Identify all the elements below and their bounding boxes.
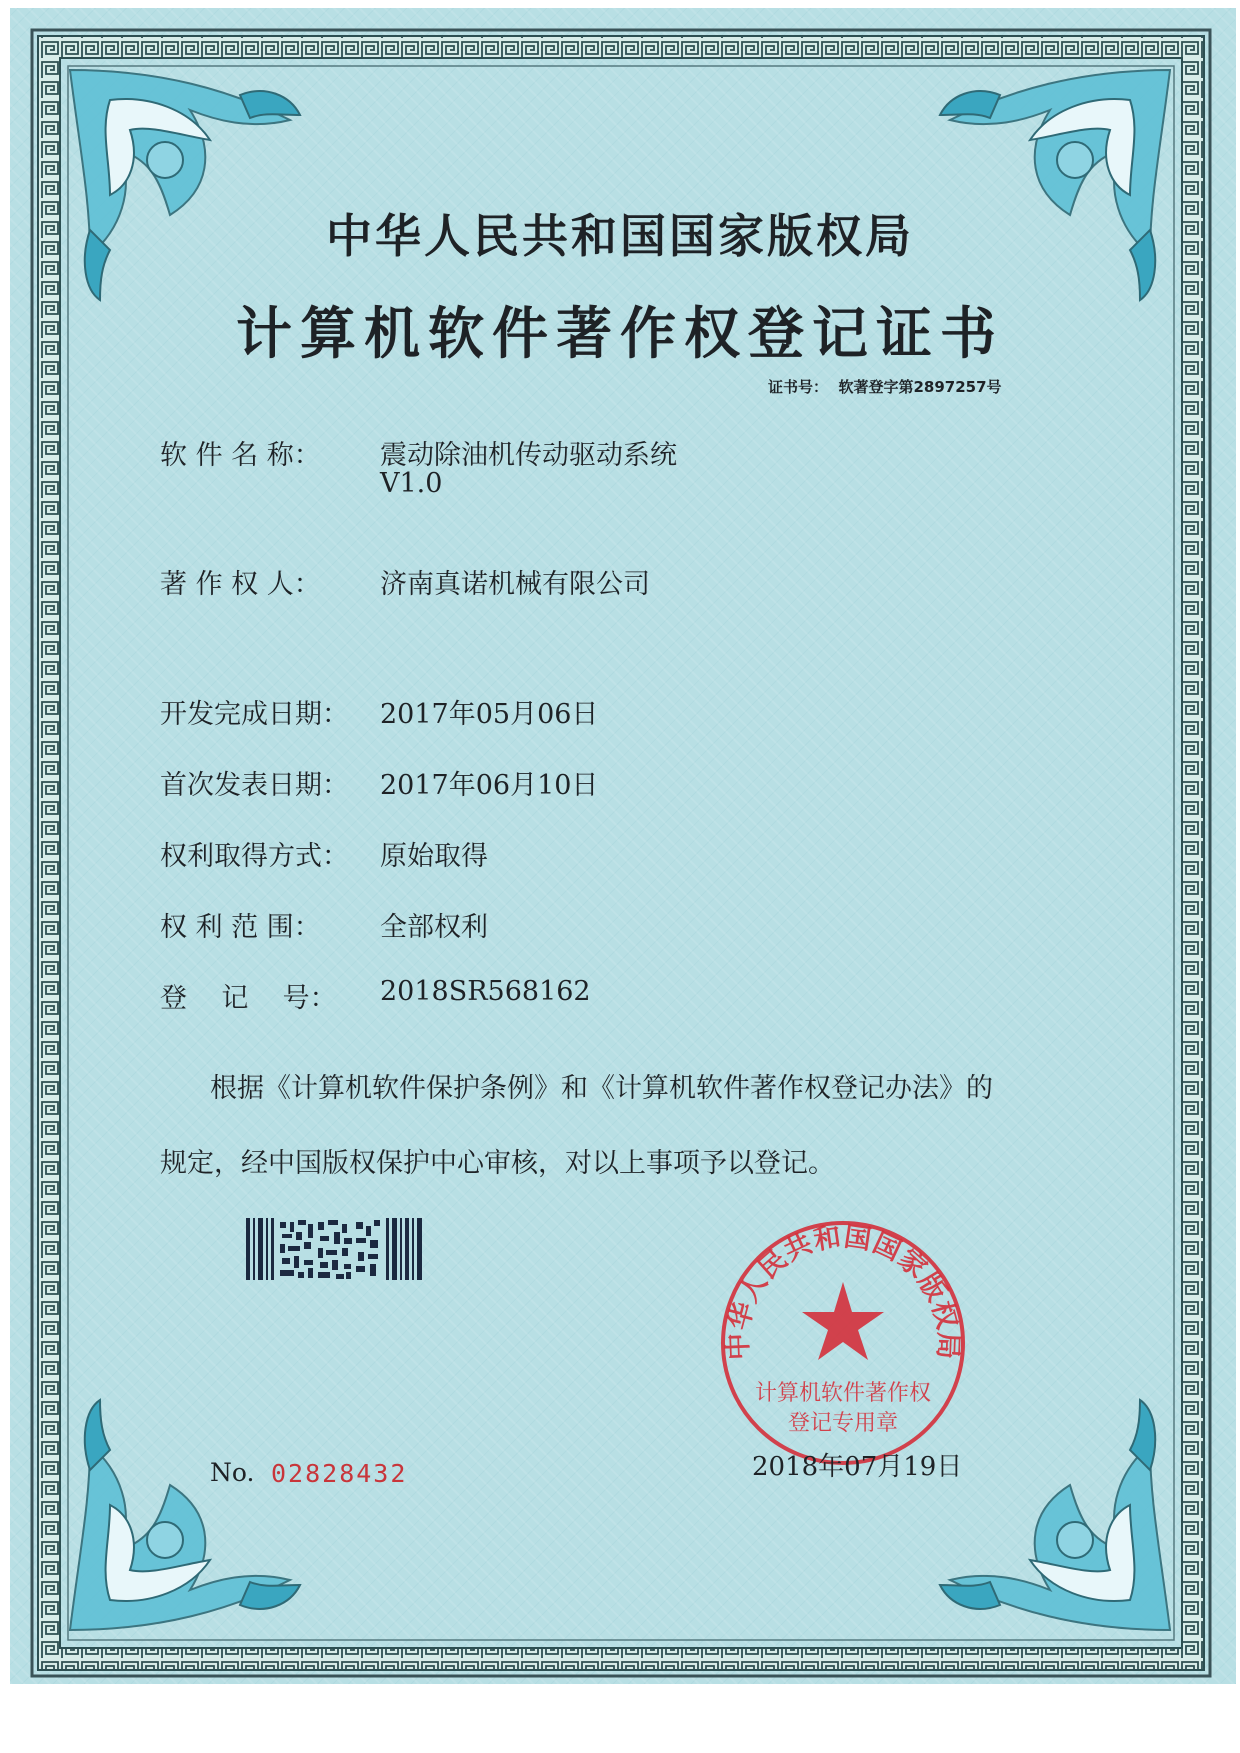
field-label-software-name: 软 件 名 称： — [160, 440, 321, 471]
field-label-scope: 权 利 范 围： — [160, 912, 321, 943]
statement-line-1: 根据《计算机软件保护条例》和《计算机软件著作权登记办法》的 — [210, 1073, 993, 1104]
serial-number-value: 02828432 — [271, 1459, 408, 1488]
official-seal — [718, 1218, 968, 1468]
field-label-completion-date: 开发完成日期： — [160, 699, 349, 730]
certificate-title: 计算机软件著作权登记证书 — [236, 302, 1004, 367]
field-value-completion-date: 2017年05月06日 — [380, 699, 599, 730]
field-value-software-version: V1.0 — [380, 468, 443, 499]
seal-outer-text: 中华人民共和国国家版权局 — [722, 1221, 964, 1361]
field-value-scope: 全部权利 — [380, 912, 488, 943]
field-value-copyright-owner: 济南真诺机械有限公司 — [380, 569, 650, 600]
barcode — [246, 1218, 422, 1280]
field-label-copyright-owner: 著 作 权 人： — [160, 569, 321, 600]
field-label-publish-date: 首次发表日期： — [160, 770, 349, 801]
field-value-acquisition: 原始取得 — [380, 841, 488, 872]
star-icon — [802, 1282, 884, 1360]
field-value-publish-date: 2017年06月10日 — [380, 770, 599, 801]
certificate-number-label: 证书号： — [768, 378, 829, 396]
field-label-acquisition: 权利取得方式： — [160, 841, 349, 872]
serial-number-label: No. — [210, 1458, 255, 1487]
field-label-registration-no: 登 记 号： — [160, 983, 337, 1014]
issue-date: 2018年07月19日 — [752, 1452, 963, 1482]
statement-line-2: 规定，经中国版权保护中心审核，对以上事项予以登记。 — [160, 1148, 835, 1179]
seal-inner-line-1: 计算机软件著作权 — [754, 1381, 932, 1406]
certificate-number-value: 软著登字第2897257号 — [838, 378, 1002, 396]
issuing-authority: 中华人民共和国国家版权局 — [326, 209, 914, 263]
certificate-number — [768, 376, 1002, 397]
field-value-registration-no: 2018SR568162 — [380, 976, 591, 1007]
field-value-software-name: 震动除油机传动驱动系统 — [380, 440, 677, 471]
seal-inner-line-2: 登记专用章 — [787, 1411, 899, 1436]
